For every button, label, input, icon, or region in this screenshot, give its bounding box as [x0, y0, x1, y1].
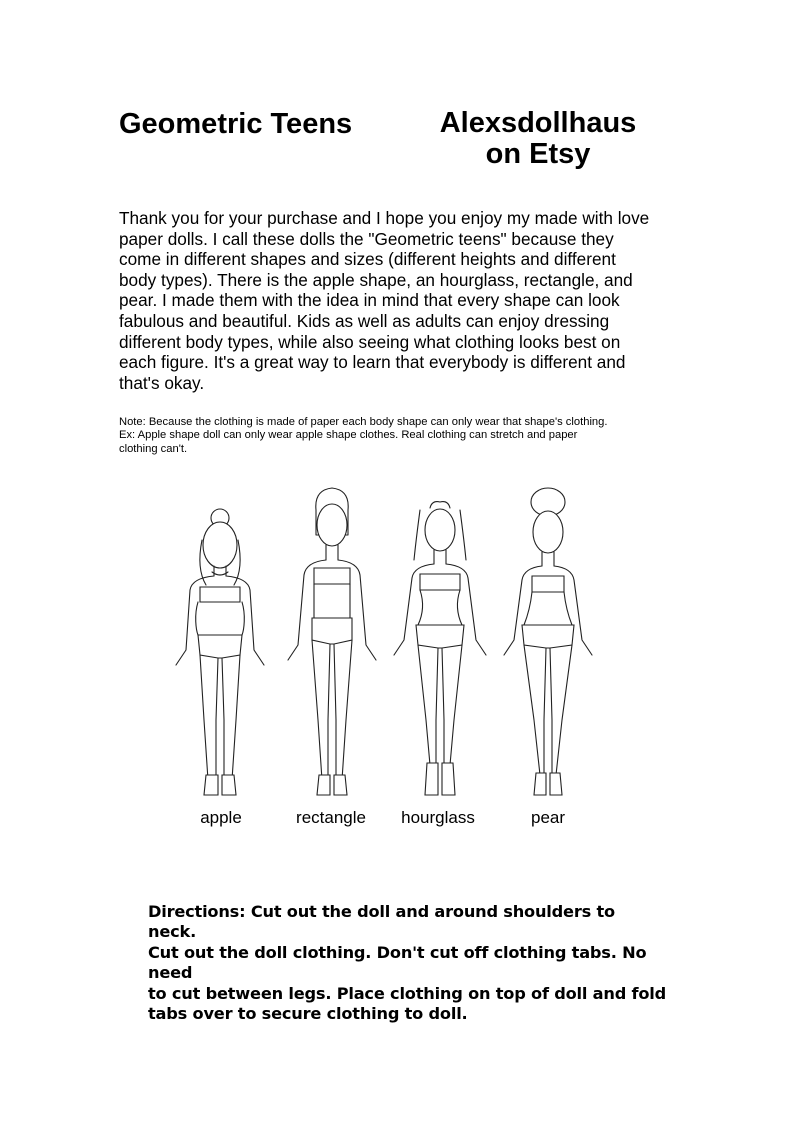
directions-line: Directions: Cut out the doll and around shoulders to neck.	[148, 902, 615, 942]
directions-paragraph	[148, 902, 668, 1024]
doll-illustrations	[160, 480, 620, 810]
note-line: Note: Because the clothing is made of paper each body shape can only wear that shape's clothing.	[119, 416, 608, 428]
doll-rectangle-figure	[288, 488, 376, 795]
directions-line: Cut out the doll clothing. Don't cut off clothing tabs. No need	[148, 942, 647, 983]
shop-name	[428, 108, 648, 170]
doll-apple-figure	[176, 509, 264, 795]
doll-label-apple: apple	[200, 808, 242, 827]
shop-name-line2: on Etsy	[485, 138, 591, 170]
intro-line: come in different shapes and sizes (different heights and different	[119, 249, 616, 270]
note-line: clothing can't.	[119, 442, 188, 455]
intro-line: each figure. It's a great way to learn that everybody is different and	[119, 352, 626, 373]
intro-paragraph	[119, 208, 667, 393]
intro-line: different body types, while also seeing what clothing looks best on	[119, 331, 621, 352]
doll-hourglass-figure	[394, 502, 486, 795]
intro-line: body types). There is the apple shape, an hourglass, rectangle, and	[119, 269, 633, 290]
doll-label-rectangle: rectangle	[296, 808, 366, 827]
shop-name-line1: Alexsdollhaus	[439, 107, 637, 139]
directions-line: to cut between legs. Place clothing on top of doll and fold	[148, 983, 667, 1003]
page-title: Geometric Teens	[119, 108, 353, 140]
note-line: Ex: Apple shape doll can only wear apple shape clothes. Real clothing can stretch and paper	[119, 429, 578, 442]
intro-line: Thank you for your purchase and I hope you enjoy my made with love	[119, 208, 650, 228]
note-paragraph	[119, 416, 659, 456]
directions-line: tabs over to secure clothing to doll.	[148, 1004, 468, 1024]
doll-label-pear: pear	[530, 808, 566, 827]
doll-label-hourglass: hourglass	[401, 808, 475, 827]
intro-line: pear. I made them with the idea in mind that every shape can look	[119, 290, 620, 311]
intro-line: fabulous and beautiful. Kids as well as adults can enjoy dressing	[119, 310, 610, 331]
intro-line: that's okay.	[119, 372, 205, 393]
intro-line: paper dolls. I call these dolls the "Geometric teens" because they	[119, 228, 614, 249]
doll-pear-figure	[504, 488, 592, 795]
